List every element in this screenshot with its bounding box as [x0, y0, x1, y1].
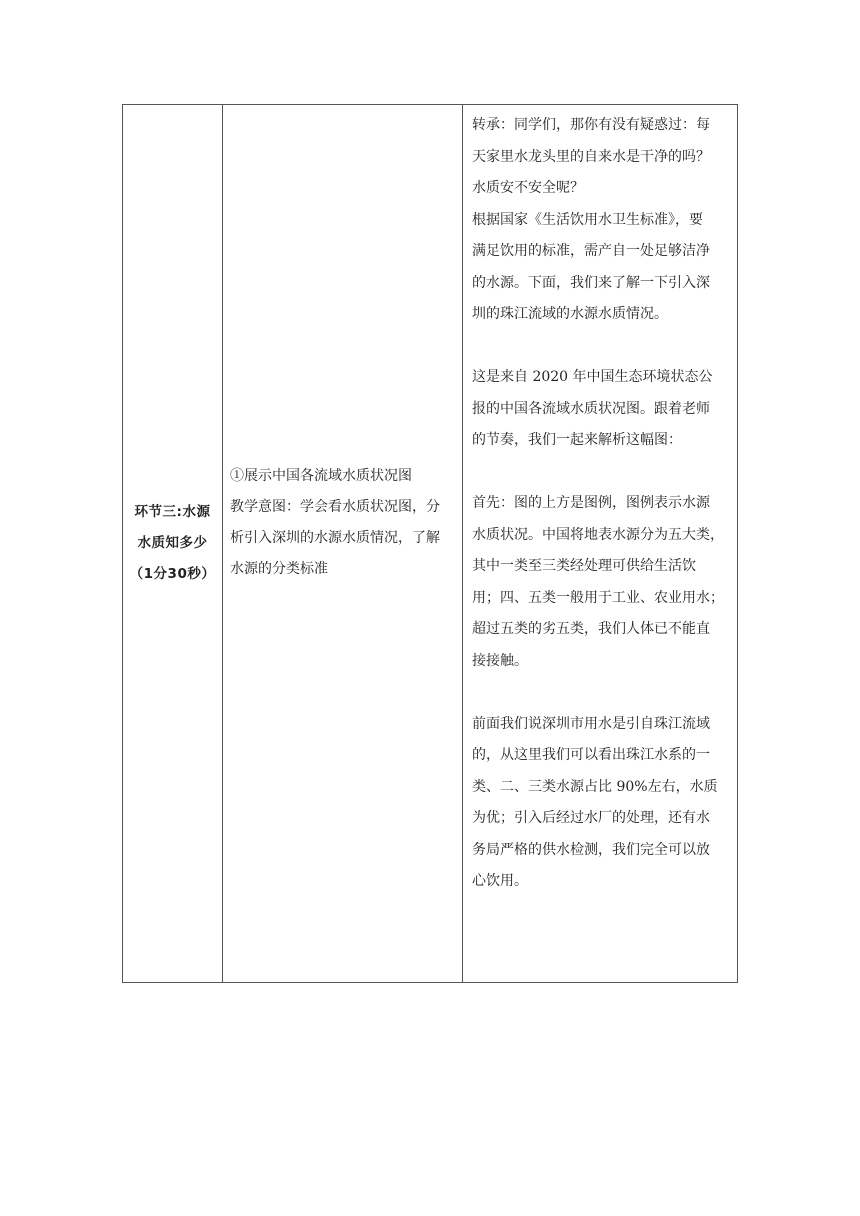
script-line: 根据国家《生活饮用水卫生标准》，要	[472, 211, 703, 228]
script-line: 首先：图的上方是图例，图例表示水源	[472, 495, 710, 511]
script-line: 报的中国各流域水质状况图。跟着老师	[472, 400, 710, 417]
script-line: 水质安不安全呢？	[472, 180, 584, 196]
script-line: 圳的珠江流域的水源水质情况。	[472, 306, 668, 322]
activity-line: 水源的分类标准	[230, 560, 328, 577]
paragraph-gap	[472, 457, 738, 489]
section-duration: （1分30秒）	[129, 566, 216, 582]
script-line: 水质状况。中国将地表水源分为五大类，	[472, 526, 724, 543]
script-cell	[463, 105, 737, 982]
script-line: 这是来自 2020 年中国生态环境状态公	[472, 369, 713, 385]
activity-description	[223, 461, 446, 585]
script-line: 接接触。	[472, 652, 528, 669]
script-line: 超过五类的劣五类，我们人体已不能直	[472, 621, 710, 637]
script-line: 的节奏，我们一起来解析这幅图：	[472, 432, 682, 448]
script-line: 类、二、三类水源占比 90%左右，水质	[472, 778, 718, 795]
lesson-plan-table	[122, 104, 738, 983]
section-cell	[123, 105, 223, 982]
activity-line: 教学意图：学会看水质状况图，分	[230, 498, 440, 515]
activity-cell	[223, 105, 463, 982]
script-line: 满足饮用的标准，需产自一处足够洁净	[472, 243, 710, 259]
script-line: 转承：同学们，那你有没有疑惑过：每	[472, 117, 710, 133]
script-line: 的水源。下面，我们来了解一下引入深	[472, 274, 710, 291]
script-line: 务局严格的供水检测，我们完全可以放	[472, 841, 710, 858]
paragraph-gap	[472, 331, 738, 363]
script-line: 的，从这里我们可以看出珠江水系的一	[472, 747, 710, 763]
script-line: 心饮用。	[472, 873, 528, 889]
activity-line: ①展示中国各流域水质状况图	[230, 467, 412, 484]
teacher-script	[472, 110, 738, 898]
paragraph-gap	[472, 677, 738, 709]
section-title-line: 水质知多少	[137, 535, 208, 551]
section-title	[130, 497, 216, 590]
script-line: 为优；引入后经过水厂的处理，还有水	[472, 810, 710, 826]
script-line: 其中一类至三类经处理可供给生活饮	[472, 558, 696, 574]
script-line: 天家里水龙头里的自来水是干净的吗？	[472, 148, 710, 165]
section-title-line: 环节三:水源	[134, 504, 211, 520]
script-line: 前面我们说深圳市用水是引自珠江流域	[472, 715, 710, 732]
activity-line: 析引入深圳的水源水质情况，了解	[230, 529, 440, 546]
script-line: 用；四、五类一般用于工业、农业用水；	[472, 589, 724, 606]
